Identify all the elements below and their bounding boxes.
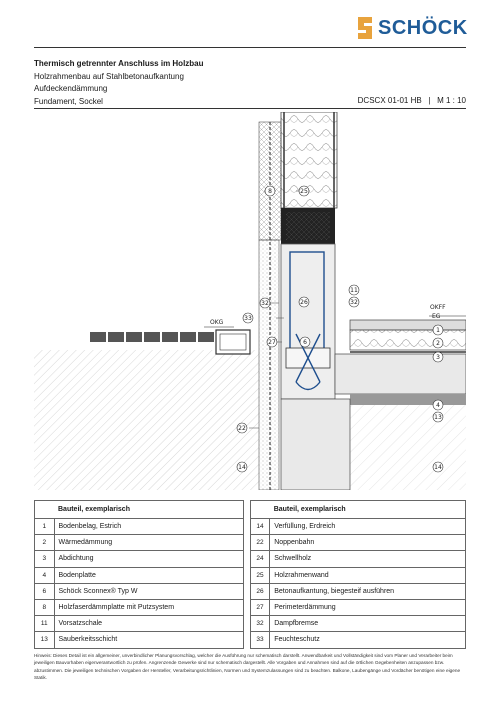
legend-header-row bbox=[35, 501, 466, 519]
disclaimer-note: Hinweis: Dieses Detail ist ein allgemeiner, unverbindlicher Planungsvorschlag, welcher die Ausführung nur schematisch darstellt. Anwendbarkeit und Vollständigkeit sind vom Planer und Verarbeiter beim jeweiligen Bauvorhaben eigenverantwortlich zu prüfen. Angrenzende Gewerke sind nur schematisch dargestellt. Alle Vorgaben und Annahmen sind auf die örtlichen Gegebenheiten anzupassen bzw. abzustimmen. Die jeweiligen technischen Vorgaben der Hersteller, Verarbeitungsrichtlinien, Normen und Systemzulassungen sind zu beachten. Balkone, Laubengänge und Vordächer benötigen eine eigene Statik. bbox=[34, 653, 461, 681]
legend-number: 3 bbox=[35, 551, 55, 567]
legend-number: 4 bbox=[35, 567, 55, 583]
soil-left bbox=[34, 350, 259, 490]
perimeter-insulation bbox=[259, 240, 279, 490]
svg-text:3: 3 bbox=[436, 354, 440, 361]
base-slab bbox=[335, 354, 466, 394]
legend-number: 24 bbox=[250, 551, 270, 567]
legend-table bbox=[34, 500, 466, 649]
svg-text:11: 11 bbox=[350, 287, 358, 294]
svg-text:25: 25 bbox=[300, 188, 308, 195]
title-line-2: Holzrahmenbau auf Stahlbetonaufkantung bbox=[34, 71, 184, 81]
legend-number: 32 bbox=[250, 616, 270, 632]
blinding-layer bbox=[350, 394, 466, 405]
legend-right-header: Bauteil, exemplarisch bbox=[270, 501, 466, 519]
legend-text: Bodenbelag, Estrich bbox=[54, 519, 243, 535]
svg-text:26: 26 bbox=[300, 299, 308, 306]
svg-text:13: 13 bbox=[434, 414, 442, 421]
svg-text:OKG: OKG bbox=[210, 319, 224, 326]
legend-number: 6 bbox=[35, 583, 55, 599]
schoeck-logo bbox=[356, 15, 468, 41]
svg-text:8: 8 bbox=[268, 188, 272, 195]
header-rule bbox=[34, 108, 466, 109]
legend-row bbox=[35, 599, 466, 615]
svg-text:2: 2 bbox=[436, 340, 440, 347]
schoeck-logo-text: SCHÖCK bbox=[378, 16, 468, 39]
svg-text:27: 27 bbox=[268, 339, 276, 346]
timber-frame-wall bbox=[281, 112, 337, 208]
drawing-reference: DCSCX 01-01 HB | M 1 : 10 bbox=[357, 96, 466, 105]
legend-number: 22 bbox=[250, 535, 270, 551]
soil-right bbox=[350, 405, 466, 490]
legend-text: Schwellholz bbox=[270, 551, 466, 567]
legend-row bbox=[35, 551, 466, 567]
title-block bbox=[34, 58, 204, 108]
legend-number: 2 bbox=[35, 535, 55, 551]
svg-text:14: 14 bbox=[434, 464, 442, 471]
legend-number: 33 bbox=[250, 632, 270, 648]
concrete-upstand bbox=[281, 244, 335, 399]
legend-number: 8 bbox=[35, 599, 55, 615]
svg-text:1: 1 bbox=[436, 327, 440, 334]
foundation bbox=[281, 399, 350, 490]
legend-number: 14 bbox=[250, 519, 270, 535]
title-line-1: Thermisch getrennter Anschluss im Holzbau bbox=[34, 59, 204, 68]
legend-text: Sauberkeitsschicht bbox=[54, 632, 243, 648]
detail-drawing bbox=[34, 112, 466, 495]
legend-number: 13 bbox=[35, 632, 55, 648]
paving-stones bbox=[90, 332, 214, 342]
legend-text: Perimeterdämmung bbox=[270, 599, 466, 615]
eg-label: EG bbox=[432, 313, 441, 320]
legend-text: Bodenplatte bbox=[54, 567, 243, 583]
legend-text: Feuchteschutz bbox=[270, 632, 466, 648]
legend-text: Schöck Sconnex® Typ W bbox=[54, 583, 243, 599]
legend-text: Abdichtung bbox=[54, 551, 243, 567]
schoeck-logo-mark bbox=[356, 15, 374, 41]
legend-number: 26 bbox=[250, 583, 270, 599]
legend-number: 27 bbox=[250, 599, 270, 615]
title-line-3: Aufdeckendämmung bbox=[34, 84, 108, 93]
legend-text: Dampfbremse bbox=[270, 616, 466, 632]
legend-text: Holzfaserdämmplatte mit Putzsystem bbox=[54, 599, 243, 615]
top-rule bbox=[34, 47, 466, 48]
legend-number: 11 bbox=[35, 616, 55, 632]
legend-row bbox=[35, 632, 466, 648]
svg-text:14: 14 bbox=[238, 464, 246, 471]
thermal-insulation bbox=[350, 330, 466, 350]
legend-number: 25 bbox=[250, 567, 270, 583]
title-line-4: Fundament, Sockel bbox=[34, 96, 103, 106]
legend-row bbox=[35, 583, 466, 599]
legend-text: Verfüllung, Erdreich bbox=[270, 519, 466, 535]
svg-text:32: 32 bbox=[350, 299, 358, 306]
legend-row bbox=[35, 535, 466, 551]
svg-text:6: 6 bbox=[303, 339, 307, 346]
svg-text:33: 33 bbox=[244, 315, 252, 322]
legend-text: Holzrahmenwand bbox=[270, 567, 466, 583]
legend-row bbox=[35, 519, 466, 535]
legend-number: 1 bbox=[35, 519, 55, 535]
drainage-channel bbox=[216, 330, 250, 354]
legend-left-header: Bauteil, exemplarisch bbox=[54, 501, 243, 519]
svg-text:32: 32 bbox=[261, 300, 269, 307]
legend-text: Noppenbahn bbox=[270, 535, 466, 551]
screed bbox=[350, 320, 466, 330]
legend-text: Wärmedämmung bbox=[54, 535, 243, 551]
legend-text: Betonaufkantung, biegesteif ausführen bbox=[270, 583, 466, 599]
svg-text:22: 22 bbox=[238, 425, 246, 432]
legend-row bbox=[35, 616, 466, 632]
okff-label: OKFF bbox=[430, 304, 446, 311]
legend-row bbox=[35, 567, 466, 583]
legend-text: Vorsatzschale bbox=[54, 616, 243, 632]
svg-text:4: 4 bbox=[436, 402, 440, 409]
